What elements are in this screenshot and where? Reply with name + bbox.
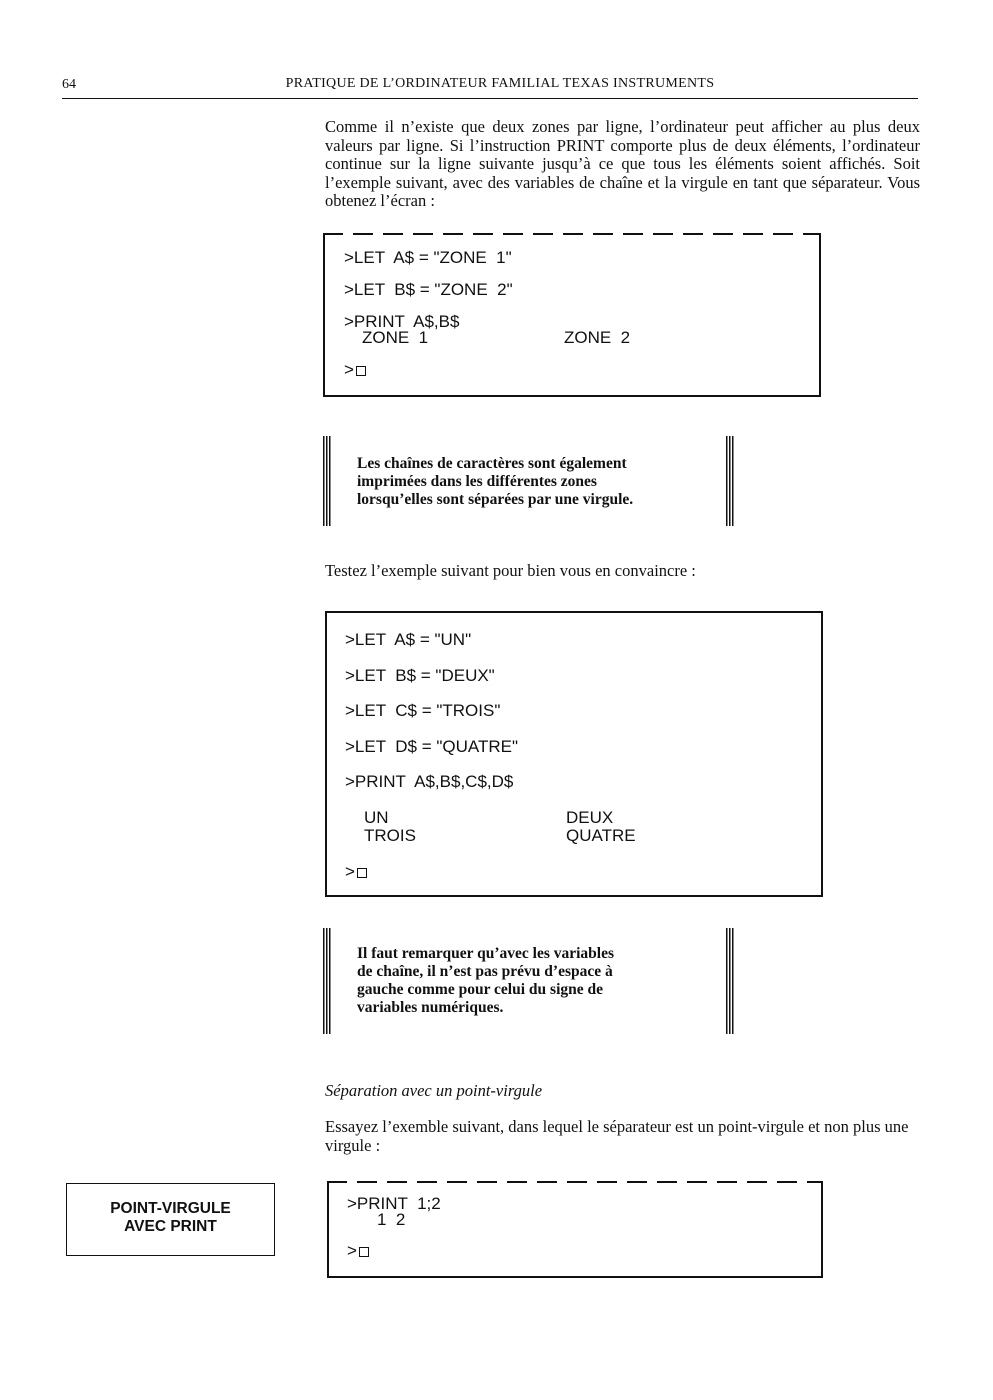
left-bar-marker [323,928,332,1034]
output-right: QUATRE [566,826,636,845]
output-left: ZONE 1 [362,328,429,347]
code-line: >LET B$ = "ZONE 2" [344,280,513,299]
note-line: Il faut remarquer qu’avec les variables [357,945,615,962]
intro-paragraph: Comme il n’existe que deux zones par ligne, l’ordinateur peut afficher au plus deux valeurs par ligne. Si l’instruction PRINT comporte plus de deux éléments, l’ordinateur continue sur la ligne suivante jusqu’à ce que tous les éléments soient affichés. Soit l’exemple suivant, avec des variables de chaîne et la virgule en tant que séparateur. Vous obtenez l’écran : [325,117,920,210]
cursor-icon [359,1247,369,1257]
prompt-line [347,1242,369,1260]
prompt-symbol: > [344,360,354,379]
cursor-icon [357,868,367,878]
cursor-icon [356,366,366,376]
output-left: TROIS [364,826,416,845]
right-bar-marker [726,928,735,1034]
side-label-line: POINT-VIRGULE [110,1200,231,1217]
prompt-symbol: > [345,862,355,881]
page-number: 64 [62,77,76,92]
test-paragraph: Testez l’exemple suivant pour bien vous en convaincre : [325,561,696,580]
note-text [357,455,633,509]
prompt-line [345,863,367,881]
code-line: >LET D$ = "QUATRE" [345,737,518,756]
left-bar-marker [323,436,332,526]
code-line: >LET A$ = "ZONE 1" [344,248,512,267]
output-line: 1 2 [377,1210,406,1229]
torn-edge [323,233,821,235]
code-line: >LET B$ = "DEUX" [345,666,495,685]
note-text [357,945,614,1017]
code-line: >PRINT 1;2 [347,1194,441,1213]
note-line: lorsqu’elles sont séparées par une virgule. [357,491,634,508]
side-label-box [66,1183,275,1256]
section-heading: Séparation avec un point-virgule [325,1081,543,1100]
note-line: gauche comme pour celui du signe de [357,981,603,998]
screen-example-3 [327,1181,823,1278]
note-line: imprimées dans les différentes zones [357,473,597,490]
note-line: de chaîne, il n’est pas prévu d’espace à [357,963,613,980]
header-rule [62,98,918,99]
note-box-2 [323,928,735,1034]
screen-example-2 [325,611,823,897]
semicolon-paragraph: Essayez l’exemble suivant, dans lequel le séparateur est un point-virgule et non plus une virgule : [325,1117,909,1155]
output-right: DEUX [566,808,614,827]
torn-edge [327,1181,823,1183]
code-line: >LET A$ = "UN" [345,630,472,649]
note-line: Les chaînes de caractères sont également [357,455,627,472]
screen-example-1 [323,233,821,397]
note-line: variables numériques. [357,999,504,1016]
note-box-1 [323,436,735,526]
code-line: >PRINT A$,B$,C$,D$ [345,772,514,791]
output-right: ZONE 2 [564,328,631,347]
running-title: PRATIQUE DE L’ORDINATEUR FAMILIAL TEXAS INSTRUMENTS [285,76,715,91]
prompt-symbol: > [347,1241,357,1260]
output-left: UN [364,808,389,827]
right-bar-marker [726,436,735,526]
code-line: >PRINT A$,B$ [344,312,460,331]
prompt-line [344,361,366,379]
side-label-line: AVEC PRINT [124,1218,217,1235]
code-line: >LET C$ = "TROIS" [345,701,501,720]
